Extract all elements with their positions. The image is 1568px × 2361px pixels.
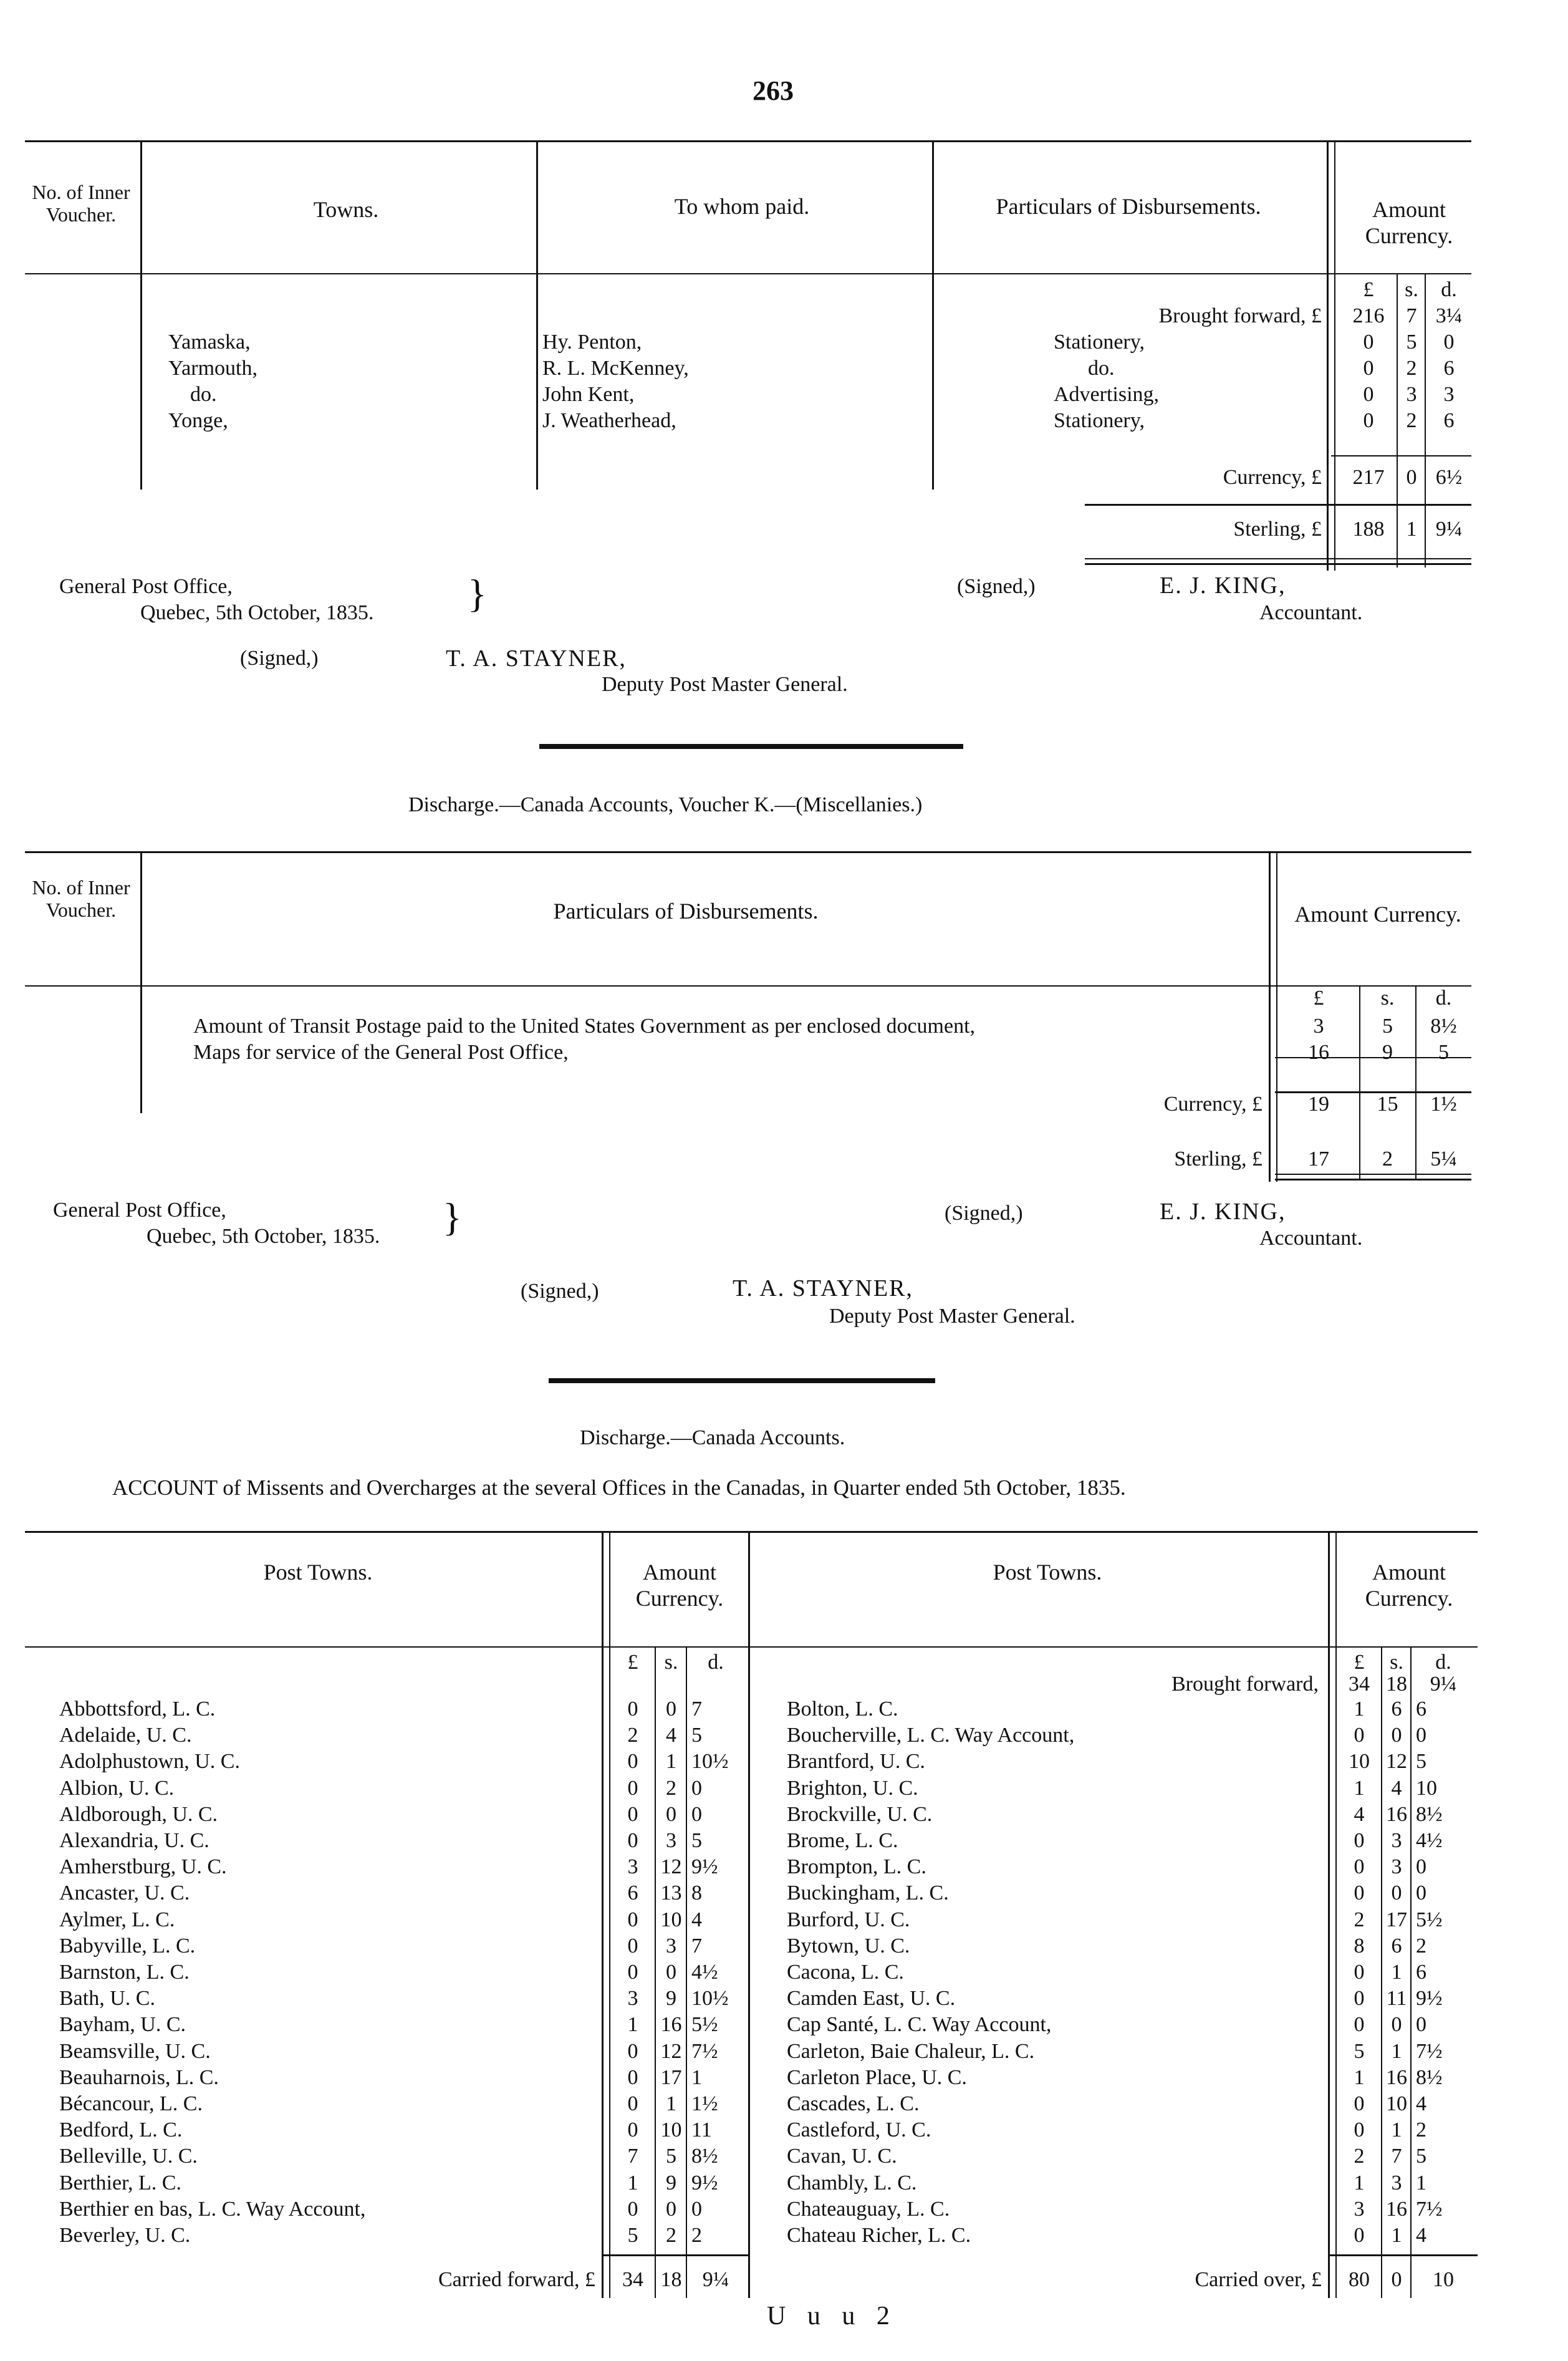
left-pounds-cell: 0 xyxy=(627,1829,638,1852)
right-unit-pence: d. xyxy=(1435,1651,1451,1674)
town-cell: Yonge, xyxy=(168,409,228,432)
brought-forward-pence: 3¼ xyxy=(1435,304,1463,327)
k-sterling-shillings: 2 xyxy=(1382,1147,1393,1171)
k-unit-pence: d. xyxy=(1435,987,1452,1010)
left-shillings-cell: 1 xyxy=(666,1750,676,1773)
left-pence-cell: 8½ xyxy=(691,2145,718,2168)
k-accountant-name: E. J. KING, xyxy=(1160,1199,1286,1225)
left-shillings-cell: 1 xyxy=(666,2092,676,2115)
left-pence-cell: 0 xyxy=(691,2198,702,2221)
post-town-left: Adelaide, U. C. xyxy=(59,1724,192,1747)
left-shillings-cell: 2 xyxy=(666,1777,676,1800)
left-pence-cell: 1 xyxy=(691,2066,702,2089)
post-town-right: Burford, U. C. xyxy=(787,1908,910,1931)
right-pounds-cell: 5 xyxy=(1354,2040,1365,2063)
left-unit-pounds: £ xyxy=(627,1651,638,1674)
post-town-right: Carleton Place, U. C. xyxy=(787,2066,967,2089)
particular-cell: Stationery, xyxy=(1054,331,1145,354)
accountant-title: Accountant. xyxy=(1259,601,1363,624)
right-shillings-cell: 6 xyxy=(1391,1697,1402,1721)
right-brought-forward-shillings: 18 xyxy=(1386,1673,1407,1696)
right-shillings-cell: 3 xyxy=(1391,1855,1402,1878)
right-pence-cell: 10 xyxy=(1416,1777,1437,1800)
right-pence-cell: 4½ xyxy=(1416,1829,1443,1852)
header-post-towns-right: Post Towns. xyxy=(993,1560,1102,1585)
post-town-right: Brantford, U. C. xyxy=(787,1750,925,1773)
left-shillings-cell: 4 xyxy=(666,1724,676,1747)
post-town-right: Cascades, L. C. xyxy=(787,2092,920,2115)
post-town-right: Bolton, L. C. xyxy=(787,1697,898,1721)
left-pounds-cell: 1 xyxy=(627,2171,638,2194)
post-town-left: Bath, U. C. xyxy=(59,1987,155,2010)
left-carried-forward-pounds: 34 xyxy=(622,2268,643,2291)
pounds-cell: 3 xyxy=(1313,1015,1324,1038)
left-shillings-cell: 2 xyxy=(666,2224,676,2247)
left-shillings-cell: 13 xyxy=(660,1881,682,1905)
left-pounds-cell: 3 xyxy=(627,1987,638,2010)
right-shillings-cell: 11 xyxy=(1386,1987,1407,2010)
post-town-right: Cap Santé, L. C. Way Account, xyxy=(787,2013,1052,2036)
k-header-amount: Amount Currency. xyxy=(1294,902,1461,927)
left-pence-cell: 11 xyxy=(691,2118,712,2141)
left-shillings-cell: 10 xyxy=(660,1908,682,1931)
header-towns: Towns. xyxy=(313,197,379,222)
left-pence-cell: 9½ xyxy=(691,1855,718,1878)
header-amount-right: Amount Currency. xyxy=(1365,1560,1453,1611)
right-shillings-cell: 1 xyxy=(1391,2118,1402,2141)
left-pounds-cell: 0 xyxy=(627,1908,638,1931)
k-deputy-title: Deputy Post Master General. xyxy=(829,1305,1075,1328)
left-pounds-cell: 0 xyxy=(627,1934,638,1958)
k-signed-label-2: (Signed,) xyxy=(521,1280,599,1303)
left-pounds-cell: 1 xyxy=(627,2013,638,2036)
k-currency-shillings: 15 xyxy=(1377,1093,1398,1116)
left-pence-cell: 2 xyxy=(691,2224,702,2247)
left-pence-cell: 4½ xyxy=(691,1961,718,1984)
right-pounds-cell: 0 xyxy=(1354,1961,1365,1984)
brought-forward-label: Brought forward, £ xyxy=(1158,304,1322,327)
post-town-left: Bécancour, L. C. xyxy=(59,2092,203,2115)
pounds-cell: 0 xyxy=(1363,409,1374,432)
right-pence-cell: 1 xyxy=(1416,2171,1426,2194)
left-pounds-cell: 0 xyxy=(627,2092,638,2115)
town-cell: Yamaska, xyxy=(168,331,251,354)
left-pence-cell: 10½ xyxy=(691,1987,729,2010)
post-town-right: Bytown, U. C. xyxy=(787,1934,910,1958)
brace-icon: } xyxy=(468,571,487,616)
right-shillings-cell: 0 xyxy=(1391,1724,1402,1747)
deputy-name: T. A. STAYNER, xyxy=(446,645,627,672)
left-pence-cell: 7 xyxy=(691,1934,702,1958)
pounds-cell: 16 xyxy=(1308,1041,1329,1064)
right-pence-cell: 8½ xyxy=(1416,2066,1443,2089)
right-shillings-cell: 16 xyxy=(1386,2198,1407,2221)
k-accountant-title: Accountant. xyxy=(1259,1227,1363,1250)
unit-shillings: s. xyxy=(1405,278,1418,301)
left-pounds-cell: 0 xyxy=(627,2118,638,2141)
post-town-right: Cavan, U. C. xyxy=(787,2145,897,2168)
post-town-left: Belleville, U. C. xyxy=(59,2145,198,2168)
missents-title: ACCOUNT of Missents and Overcharges at the several Offices in the Canadas, in Quarter ended 5th October, 1835. xyxy=(112,1475,1126,1500)
left-shillings-cell: 12 xyxy=(660,2040,682,2063)
signature-mark: U u u 2 xyxy=(767,2302,897,2330)
right-pounds-cell: 1 xyxy=(1354,1697,1365,1721)
right-unit-shillings: s. xyxy=(1390,1651,1403,1674)
right-pounds-cell: 0 xyxy=(1354,2118,1365,2141)
left-shillings-cell: 5 xyxy=(666,2145,676,2168)
right-pence-cell: 0 xyxy=(1416,1724,1426,1747)
left-pounds-cell: 7 xyxy=(627,2145,638,2168)
paid-to-cell: Hy. Penton, xyxy=(542,331,642,354)
post-town-left: Beverley, U. C. xyxy=(59,2224,191,2247)
post-town-left: Abbottsford, L. C. xyxy=(59,1697,216,1721)
right-shillings-cell: 3 xyxy=(1391,1829,1402,1852)
right-pence-cell: 4 xyxy=(1416,2092,1426,2115)
post-town-left: Berthier, L. C. xyxy=(59,2171,181,2194)
right-carried-over-pounds: 80 xyxy=(1349,2268,1370,2291)
right-pounds-cell: 0 xyxy=(1354,2013,1365,2036)
left-pounds-cell: 2 xyxy=(627,1724,638,1747)
left-shillings-cell: 9 xyxy=(666,2171,676,2194)
right-brought-forward-pounds: 34 xyxy=(1349,1673,1370,1696)
shillings-cell: 2 xyxy=(1406,409,1417,432)
right-shillings-cell: 1 xyxy=(1391,1961,1402,1984)
left-pounds-cell: 3 xyxy=(627,1855,638,1878)
particular-cell: Stationery, xyxy=(1054,409,1145,432)
right-pounds-cell: 2 xyxy=(1354,1908,1365,1931)
left-pence-cell: 1½ xyxy=(691,2092,718,2115)
left-pounds-cell: 0 xyxy=(627,1961,638,1984)
right-carried-over-label: Carried over, £ xyxy=(1195,2268,1322,2291)
signed-label: (Signed,) xyxy=(957,575,1036,598)
right-pence-cell: 2 xyxy=(1416,2118,1426,2141)
shillings-cell: 5 xyxy=(1406,331,1417,354)
right-shillings-cell: 0 xyxy=(1391,2013,1402,2036)
right-pounds-cell: 1 xyxy=(1354,2171,1365,2194)
right-pence-cell: 6 xyxy=(1416,1697,1426,1721)
left-shillings-cell: 10 xyxy=(660,2118,682,2141)
left-shillings-cell: 12 xyxy=(660,1855,682,1878)
right-pence-cell: 6 xyxy=(1416,1961,1426,1984)
post-town-left: Aldborough, U. C. xyxy=(59,1803,218,1826)
left-shillings-cell: 3 xyxy=(666,1934,676,1958)
right-pounds-cell: 0 xyxy=(1354,1829,1365,1852)
post-town-left: Beauharnois, L. C. xyxy=(59,2066,219,2089)
left-carried-forward-pence: 9¼ xyxy=(702,2268,729,2291)
left-pence-cell: 5 xyxy=(691,1724,702,1747)
town-cell: do. xyxy=(190,383,217,406)
left-unit-pence: d. xyxy=(708,1651,724,1674)
right-pounds-cell: 8 xyxy=(1354,1934,1365,1958)
right-pence-cell: 4 xyxy=(1416,2224,1426,2247)
right-pounds-cell: 0 xyxy=(1354,1855,1365,1878)
right-pence-cell: 5½ xyxy=(1416,1908,1443,1931)
shillings-cell: 5 xyxy=(1382,1015,1393,1038)
particular-cell: do. xyxy=(1088,357,1115,380)
pence-cell: 8½ xyxy=(1430,1015,1457,1038)
post-town-left: Adolphustown, U. C. xyxy=(59,1750,240,1773)
right-pounds-cell: 0 xyxy=(1354,1881,1365,1905)
post-town-left: Babyville, L. C. xyxy=(59,1934,196,1958)
sterling-total-label: Sterling, £ xyxy=(1233,518,1322,541)
paid-to-cell: J. Weatherhead, xyxy=(542,409,676,432)
left-pence-cell: 0 xyxy=(691,1777,702,1800)
page-number: 263 xyxy=(753,75,794,106)
left-pence-cell: 7 xyxy=(691,1697,702,1721)
post-town-right: Brome, L. C. xyxy=(787,1829,898,1852)
right-pence-cell: 0 xyxy=(1416,1881,1426,1905)
right-brought-forward-pence: 9¼ xyxy=(1430,1673,1457,1696)
k-office-line-1: General Post Office, xyxy=(53,1199,226,1222)
k-unit-pounds: £ xyxy=(1313,987,1324,1010)
left-pounds-cell: 0 xyxy=(627,2040,638,2063)
k-sterling-label: Sterling, £ xyxy=(1174,1147,1263,1171)
voucher-k-caption: Discharge.—Canada Accounts, Voucher K.—(Miscellanies.) xyxy=(408,793,923,816)
k-currency-pounds: 19 xyxy=(1308,1093,1329,1116)
pence-cell: 6 xyxy=(1443,357,1455,380)
header-post-towns-left: Post Towns. xyxy=(263,1560,373,1585)
right-shillings-cell: 12 xyxy=(1386,1750,1407,1773)
k-header-voucher: No. of Inner Voucher. xyxy=(32,876,130,921)
post-town-left: Ancaster, U. C. xyxy=(59,1881,190,1905)
right-shillings-cell: 4 xyxy=(1391,1777,1402,1800)
left-pence-cell: 9½ xyxy=(691,2171,718,2194)
right-pounds-cell: 0 xyxy=(1354,1987,1365,2010)
left-pounds-cell: 0 xyxy=(627,1803,638,1826)
town-cell: Yarmouth, xyxy=(168,357,257,380)
post-town-left: Albion, U. C. xyxy=(59,1777,175,1800)
right-shillings-cell: 10 xyxy=(1386,2092,1407,2115)
sterling-total-shillings: 1 xyxy=(1406,518,1417,541)
k-brace-icon: } xyxy=(443,1195,462,1239)
right-pounds-cell: 10 xyxy=(1349,1750,1370,1773)
currency-total-label: Currency, £ xyxy=(1223,466,1322,489)
sterling-total-pounds: 188 xyxy=(1352,518,1385,541)
header-amount: Amount Currency. xyxy=(1365,197,1453,248)
post-town-right: Brompton, L. C. xyxy=(787,1855,926,1878)
unit-pence: d. xyxy=(1441,278,1457,301)
header-particulars: Particulars of Disbursements. xyxy=(996,194,1261,219)
right-pence-cell: 8½ xyxy=(1416,1803,1443,1826)
k-sterling-pounds: 17 xyxy=(1308,1147,1329,1171)
pence-cell: 0 xyxy=(1443,331,1455,354)
left-pence-cell: 8 xyxy=(691,1881,702,1905)
left-pence-cell: 0 xyxy=(691,1803,702,1826)
right-unit-pounds: £ xyxy=(1354,1651,1365,1674)
post-town-right: Cacona, L. C. xyxy=(787,1961,904,1984)
pounds-cell: 0 xyxy=(1363,383,1374,406)
post-town-right: Chambly, L. C. xyxy=(787,2171,917,2194)
right-pence-cell: 0 xyxy=(1416,2013,1426,2036)
paid-to-cell: R. L. McKenney, xyxy=(542,357,689,380)
right-pounds-cell: 2 xyxy=(1354,2145,1365,2168)
k-office-line-2: Quebec, 5th October, 1835. xyxy=(147,1225,380,1248)
k-currency-pence: 1½ xyxy=(1430,1093,1457,1116)
post-town-left: Berthier en bas, L. C. Way Account, xyxy=(59,2198,366,2221)
k-deputy-name: T. A. STAYNER, xyxy=(733,1275,913,1301)
header-voucher: No. of Inner Voucher. xyxy=(32,181,130,226)
office-line-2: Quebec, 5th October, 1835. xyxy=(140,601,374,624)
section-divider xyxy=(539,744,963,749)
left-pence-cell: 7½ xyxy=(691,2040,718,2063)
post-town-right: Carleton, Baie Chaleur, L. C. xyxy=(787,2040,1035,2063)
post-town-right: Chateau Richer, L. C. xyxy=(787,2224,971,2247)
right-carried-over-pence: 10 xyxy=(1433,2268,1454,2291)
right-shillings-cell: 0 xyxy=(1391,1881,1402,1905)
left-pounds-cell: 0 xyxy=(627,1750,638,1773)
post-town-right: Brockville, U. C. xyxy=(787,1803,933,1826)
currency-total-pence: 6½ xyxy=(1435,466,1463,489)
shillings-cell: 9 xyxy=(1382,1041,1393,1064)
unit-pounds: £ xyxy=(1363,278,1374,301)
post-town-left: Bayham, U. C. xyxy=(59,2013,186,2036)
post-town-left: Aylmer, L. C. xyxy=(59,1908,175,1931)
left-pounds-cell: 0 xyxy=(627,1777,638,1800)
post-town-right: Camden East, U. C. xyxy=(787,1987,956,2010)
right-pounds-cell: 3 xyxy=(1354,2198,1365,2221)
post-town-left: Barnston, L. C. xyxy=(59,1961,190,1984)
accountant-name: E. J. KING, xyxy=(1160,572,1286,599)
brought-forward-pounds: 216 xyxy=(1352,304,1385,327)
deputy-title: Deputy Post Master General. xyxy=(602,673,848,696)
right-carried-over-shillings: 0 xyxy=(1391,2268,1402,2291)
currency-total-pounds: 217 xyxy=(1352,466,1385,489)
left-pounds-cell: 0 xyxy=(627,2066,638,2089)
right-shillings-cell: 17 xyxy=(1386,1908,1407,1931)
header-paid-to: To whom paid. xyxy=(674,194,810,219)
left-pounds-cell: 0 xyxy=(627,2198,638,2221)
post-town-left: Bedford, L. C. xyxy=(59,2118,183,2141)
pence-cell: 6 xyxy=(1443,409,1455,432)
signed-label-2: (Signed,) xyxy=(240,647,319,670)
left-carried-forward-shillings: 18 xyxy=(660,2268,682,2291)
right-pounds-cell: 1 xyxy=(1354,1777,1365,1800)
post-town-left: Beamsville, U. C. xyxy=(59,2040,211,2063)
k-sterling-pence: 5¼ xyxy=(1430,1147,1457,1171)
left-pounds-cell: 5 xyxy=(627,2224,638,2247)
right-shillings-cell: 16 xyxy=(1386,1803,1407,1826)
left-pence-cell: 5½ xyxy=(691,2013,718,2036)
k-signed-label: (Signed,) xyxy=(945,1202,1023,1225)
right-pence-cell: 9½ xyxy=(1416,1987,1443,2010)
right-shillings-cell: 1 xyxy=(1391,2040,1402,2063)
missents-caption: Discharge.—Canada Accounts. xyxy=(580,1426,845,1449)
right-pounds-cell: 0 xyxy=(1354,2224,1365,2247)
post-town-right: Buckingham, L. C. xyxy=(787,1881,949,1905)
post-town-left: Amherstburg, U. C. xyxy=(59,1855,227,1878)
currency-total-shillings: 0 xyxy=(1406,466,1417,489)
left-shillings-cell: 17 xyxy=(660,2066,682,2089)
left-pence-cell: 4 xyxy=(691,1908,702,1931)
shillings-cell: 3 xyxy=(1406,383,1417,406)
left-shillings-cell: 0 xyxy=(666,1961,676,1984)
particular-cell: Maps for service of the General Post Office, xyxy=(193,1041,569,1064)
particular-cell: Amount of Transit Postage paid to the United States Government as per enclosed document, xyxy=(193,1015,976,1038)
right-shillings-cell: 7 xyxy=(1391,2145,1402,2168)
right-shillings-cell: 16 xyxy=(1386,2066,1407,2089)
left-shillings-cell: 0 xyxy=(666,2198,676,2221)
left-shillings-cell: 9 xyxy=(666,1987,676,2010)
right-shillings-cell: 3 xyxy=(1391,2171,1402,2194)
pence-cell: 5 xyxy=(1438,1041,1449,1064)
left-carried-forward-label: Carried forward, £ xyxy=(438,2268,595,2291)
k-unit-shillings: s. xyxy=(1380,987,1395,1010)
right-pounds-cell: 1 xyxy=(1354,2066,1365,2089)
header-amount-left: Amount Currency. xyxy=(635,1560,724,1611)
post-town-right: Brighton, U. C. xyxy=(787,1777,918,1800)
post-town-right: Chateauguay, L. C. xyxy=(787,2198,950,2221)
post-town-left: Alexandria, U. C. xyxy=(59,1829,209,1852)
paid-to-cell: John Kent, xyxy=(542,383,635,406)
right-pence-cell: 0 xyxy=(1416,1855,1426,1878)
post-town-right: Boucherville, L. C. Way Account, xyxy=(787,1724,1075,1747)
right-shillings-cell: 1 xyxy=(1391,2224,1402,2247)
right-pence-cell: 2 xyxy=(1416,1934,1426,1958)
right-brought-forward-label: Brought forward, xyxy=(1171,1673,1319,1696)
left-shillings-cell: 16 xyxy=(660,2013,682,2036)
section-divider-2 xyxy=(549,1378,935,1383)
left-unit-shillings: s. xyxy=(664,1651,678,1674)
left-shillings-cell: 0 xyxy=(666,1697,676,1721)
pounds-cell: 0 xyxy=(1363,331,1374,354)
shillings-cell: 2 xyxy=(1406,357,1417,380)
right-pounds-cell: 0 xyxy=(1354,1724,1365,1747)
k-currency-label: Currency, £ xyxy=(1163,1093,1263,1116)
right-shillings-cell: 6 xyxy=(1391,1934,1402,1958)
right-pence-cell: 7½ xyxy=(1416,2040,1443,2063)
post-town-right: Castleford, U. C. xyxy=(787,2118,931,2141)
sterling-total-pence: 9¼ xyxy=(1435,518,1463,541)
left-pence-cell: 5 xyxy=(691,1829,702,1852)
left-pounds-cell: 6 xyxy=(627,1881,638,1905)
brought-forward-shillings: 7 xyxy=(1406,304,1417,327)
particular-cell: Advertising, xyxy=(1054,383,1160,406)
left-shillings-cell: 3 xyxy=(666,1829,676,1852)
right-pounds-cell: 4 xyxy=(1354,1803,1365,1826)
pounds-cell: 0 xyxy=(1363,357,1374,380)
left-pounds-cell: 0 xyxy=(627,1697,638,1721)
right-pence-cell: 5 xyxy=(1416,2145,1426,2168)
left-shillings-cell: 0 xyxy=(666,1803,676,1826)
k-header-particulars: Particulars of Disbursements. xyxy=(553,899,819,924)
office-line-1: General Post Office, xyxy=(59,575,233,598)
pence-cell: 3 xyxy=(1443,383,1455,406)
left-pence-cell: 10½ xyxy=(691,1750,729,1773)
right-pence-cell: 7½ xyxy=(1416,2198,1443,2221)
right-pence-cell: 5 xyxy=(1416,1750,1426,1773)
right-pounds-cell: 0 xyxy=(1354,2092,1365,2115)
